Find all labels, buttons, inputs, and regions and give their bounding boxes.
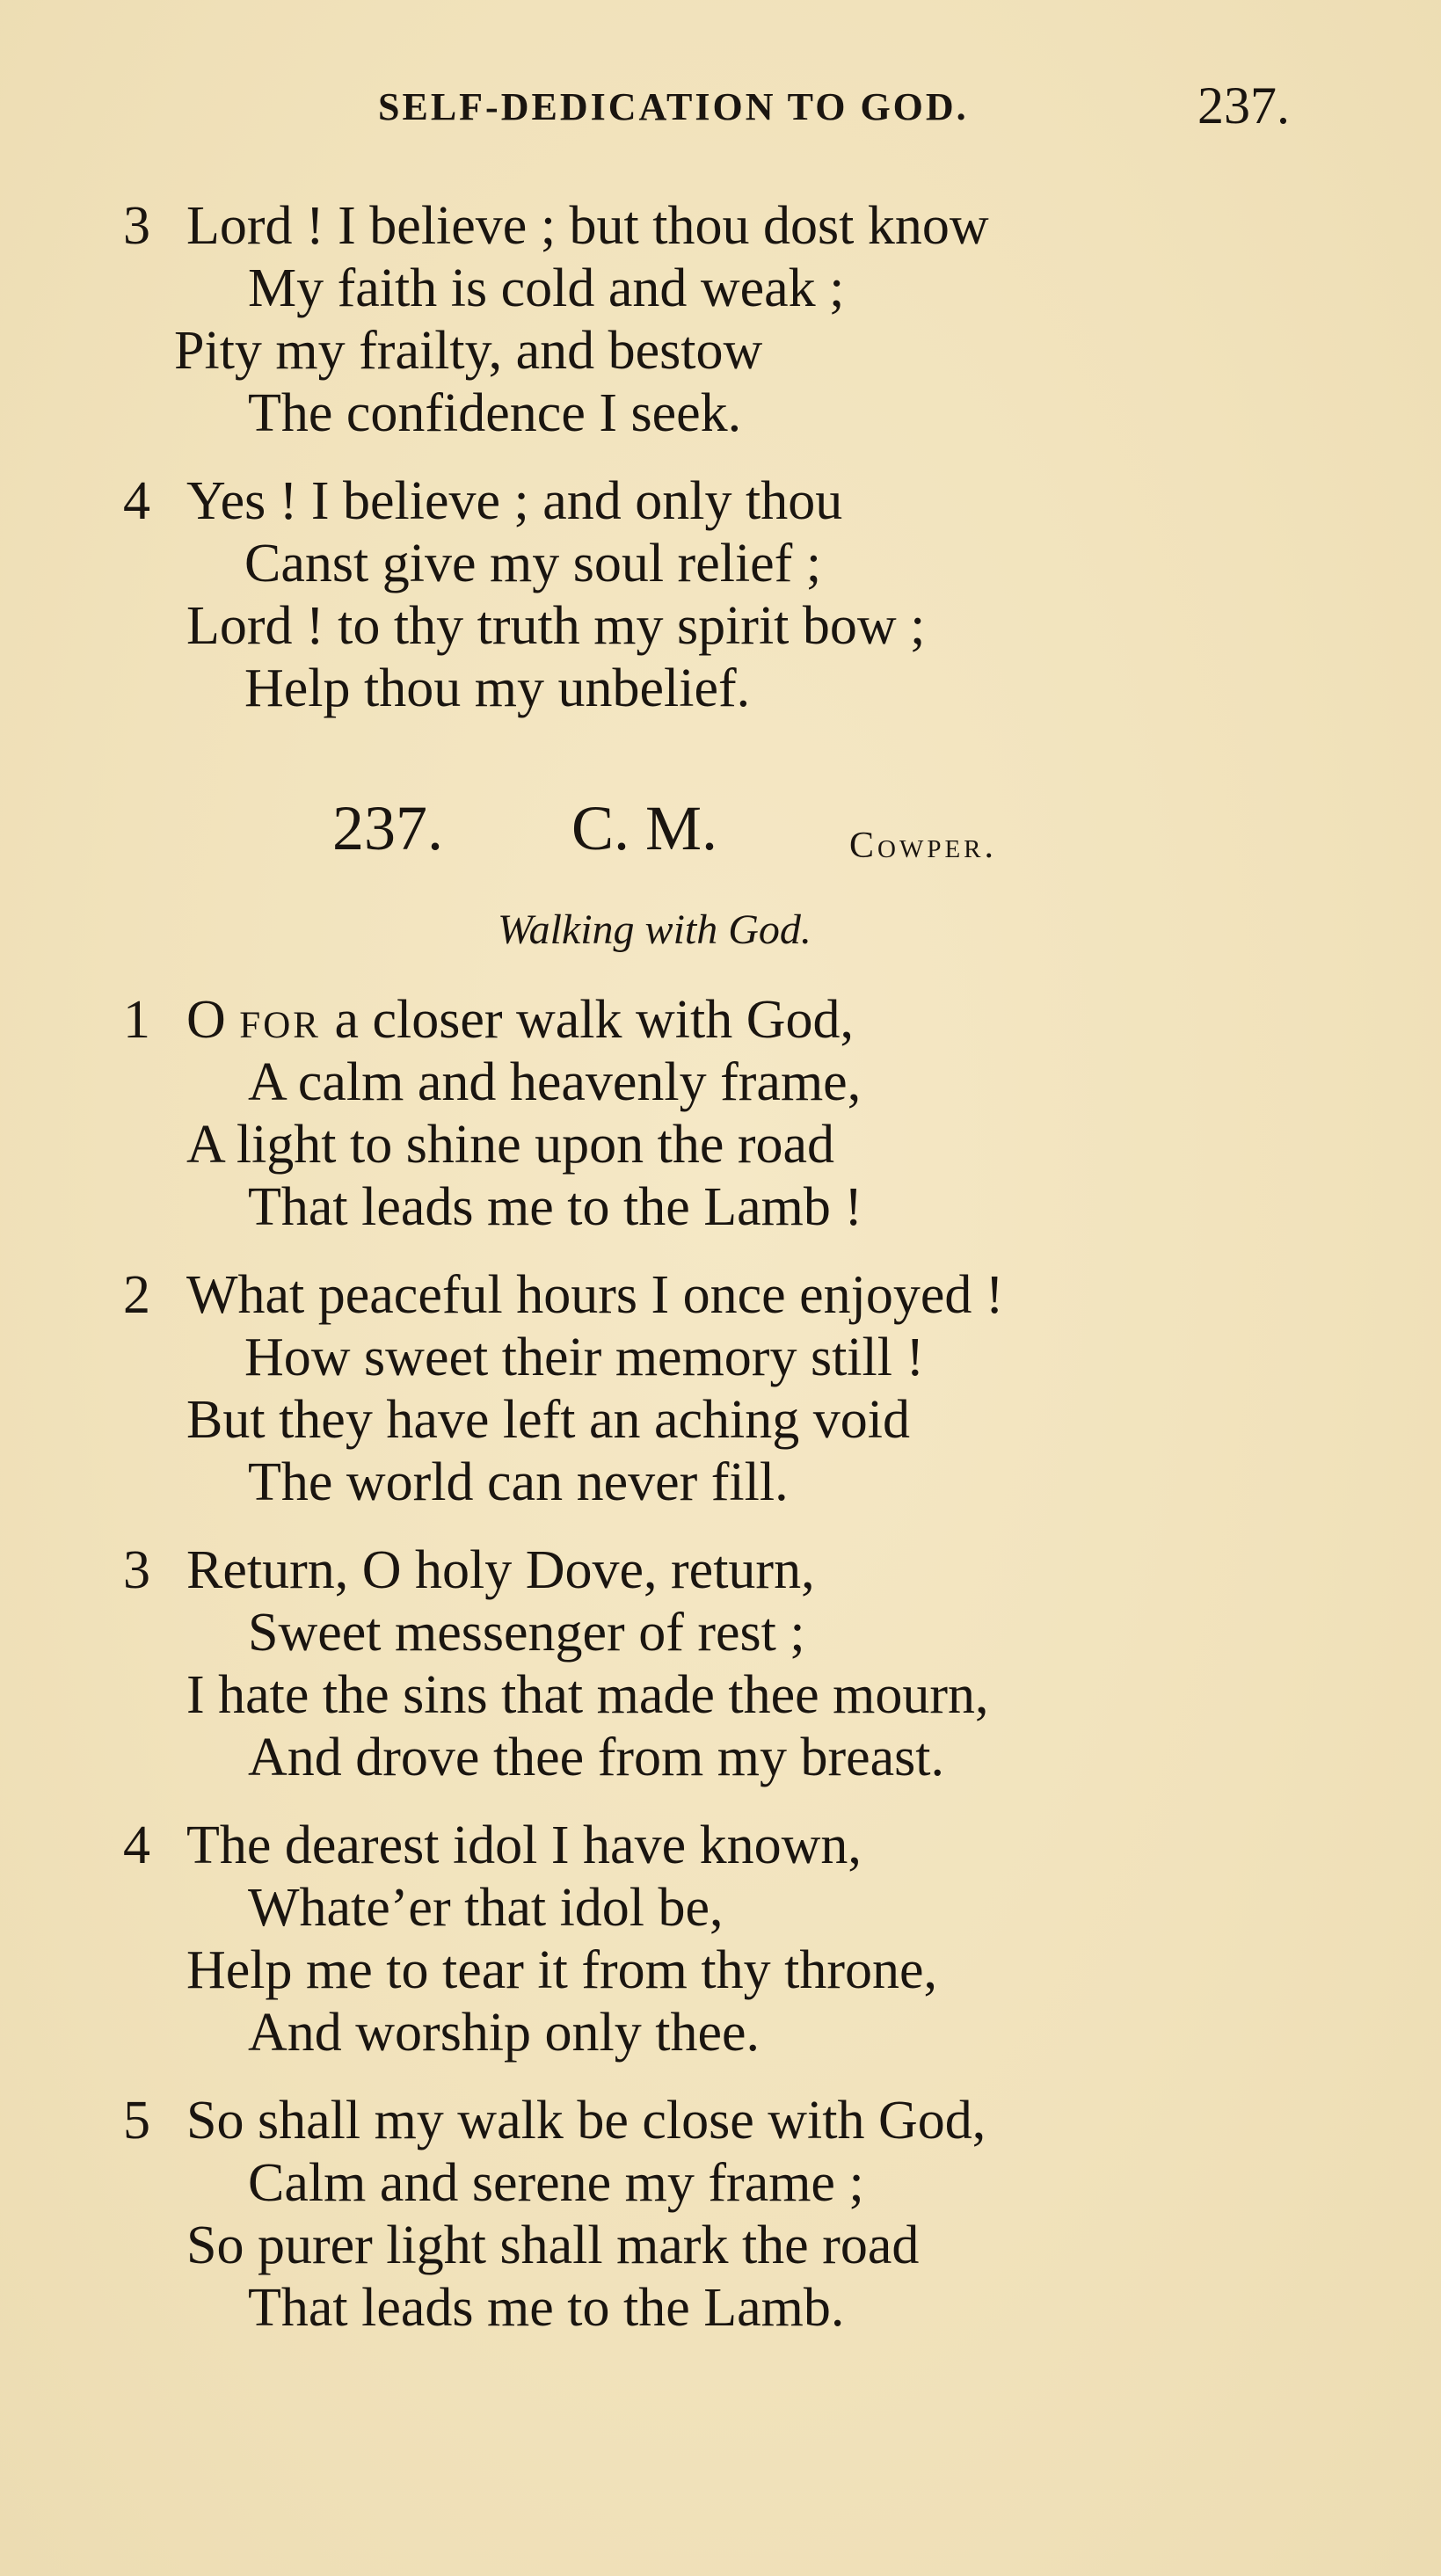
verse-line: Return, O holy Dove, return, — [186, 1540, 815, 1600]
verse-line: Sweet messenger of rest ; — [248, 1603, 805, 1663]
page-number: 237. — [1197, 76, 1290, 135]
verse-line: My faith is cold and weak ; — [248, 258, 845, 318]
verse-line: So shall my walk be close with God, — [186, 2091, 986, 2150]
verse-line: But they have left an aching void — [186, 1390, 910, 1450]
verse-line: A calm and heavenly frame, — [248, 1052, 862, 1112]
first-word-initial: O — [186, 990, 240, 1050]
verse-line: The dearest idol I have known, — [186, 1816, 862, 1875]
verse-line: Yes ! I believe ; and only thou — [186, 471, 843, 531]
first-word-smallcaps: for — [239, 990, 321, 1050]
verse-line: That leads me to the Lamb ! — [248, 1177, 862, 1237]
verse-line: Whate’er that idol be, — [248, 1878, 724, 1938]
verse-line: The confidence I seek. — [248, 383, 742, 443]
first-line-rest: a closer walk with God, — [320, 990, 855, 1050]
stanza-number: 3 — [123, 196, 150, 256]
verse-line: What peaceful hours I once enjoyed ! — [186, 1265, 1004, 1325]
verse-line: And worship only thee. — [248, 2003, 761, 2063]
verse-line: That leads me to the Lamb. — [248, 2278, 845, 2338]
stanza-number: 3 — [123, 1540, 150, 1600]
verse-line: Help thou my unbelief. — [244, 659, 751, 718]
verse-line: Help me to tear it from thy throne, — [186, 1940, 937, 2000]
verse-line: Pity my frailty, and bestow — [174, 321, 763, 381]
verse-line: The world can never fill. — [248, 1452, 789, 1512]
verse-line: Lord ! I believe ; but thou dost know — [186, 196, 989, 256]
hymn-number: 237. — [332, 793, 443, 863]
verse-line: So purer light shall mark the road — [186, 2216, 920, 2275]
hymn-title: Walking with God. — [498, 906, 811, 953]
verse-line: Lord ! to thy truth my spirit bow ; — [186, 596, 926, 656]
stanza-number: 4 — [123, 471, 150, 531]
hymn-author: Cowper. — [849, 826, 998, 866]
stanza-number: 5 — [123, 2091, 150, 2150]
hymn-meter: C. M. — [571, 793, 718, 863]
stanza-number: 2 — [123, 1265, 150, 1325]
verse-line: How sweet their memory still ! — [244, 1328, 925, 1387]
stanza-number: 4 — [123, 1816, 150, 1875]
verse-line: Calm and serene my frame ; — [248, 2153, 864, 2213]
verse-line: I hate the sins that made thee mourn, — [186, 1665, 989, 1725]
verse-line: A light to shine upon the road — [186, 1115, 835, 1175]
verse-line: Canst give my soul relief ; — [244, 534, 822, 593]
stanza-number: 1 — [123, 990, 150, 1050]
running-title: SELF-DEDICATION TO GOD. — [378, 85, 969, 128]
verse-line: And drove thee from my breast. — [248, 1728, 944, 1787]
verse-line-first — [186, 990, 855, 1050]
